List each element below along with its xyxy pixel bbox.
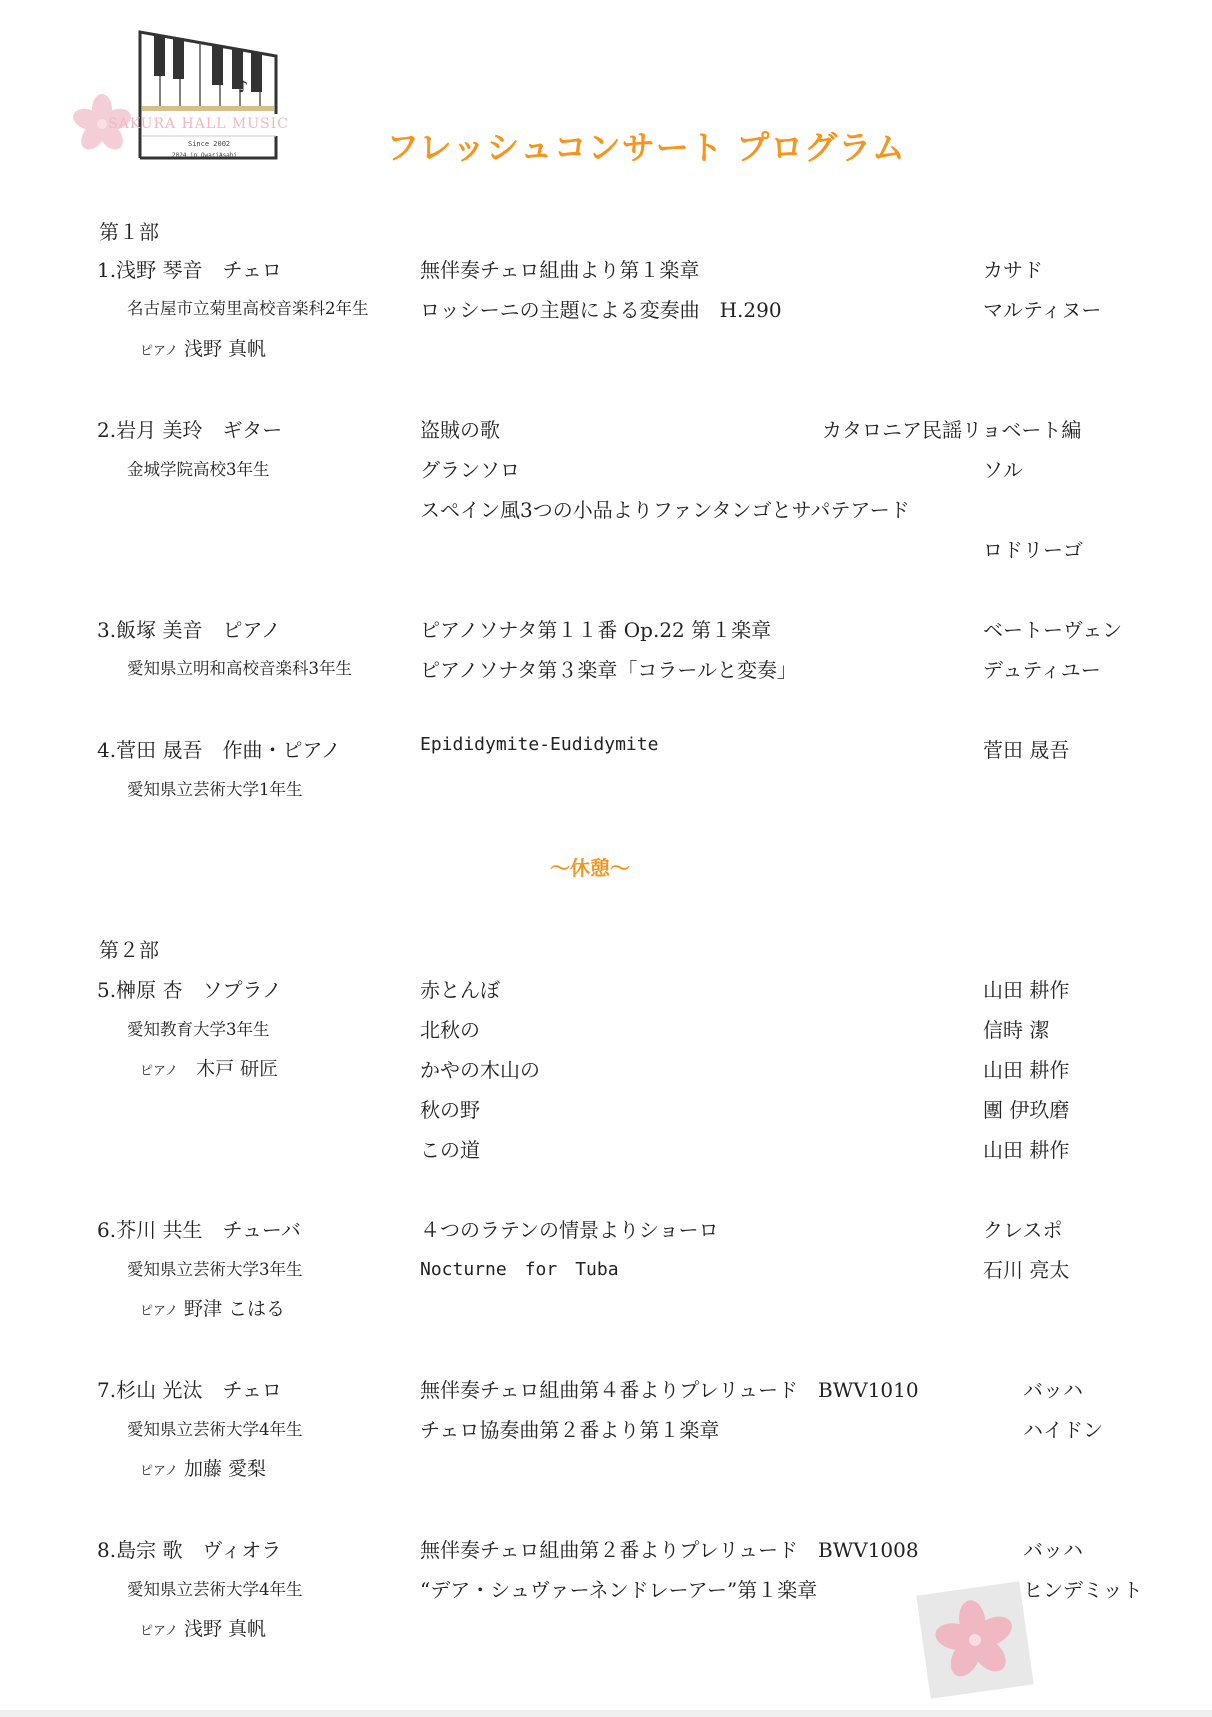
page-title: フレッシュコンサート プログラム [386, 128, 906, 167]
work-3-2: ピアノソナタ第３楽章「コラールと変奏」 [420, 658, 797, 682]
work-5-1: 赤とんぼ [420, 978, 500, 1002]
piano-label: ピアノ [140, 1624, 178, 1639]
svg-text:♪: ♪ [238, 77, 249, 96]
work-8-2: 無伴奏チェロ組曲第２番よりプレリュード BWV1008 [420, 1538, 919, 1562]
piano-name: 加藤 愛梨 [183, 1458, 267, 1480]
work-6-2: Nocturne for Tuba [420, 1259, 619, 1280]
composer-5-1: 山田 耕作 [983, 978, 1070, 1002]
school-6: 愛知県立芸術大学3年生 [127, 1260, 303, 1279]
school-5: 愛知教育大学3年生 [127, 1020, 270, 1039]
work-8-1: “デア・シュヴァーネンドレーアー”第１楽章 [420, 1578, 818, 1602]
piano-accompanist-5 [140, 1054, 278, 1081]
school-2: 金城学院高校3年生 [127, 460, 270, 479]
work-2-1: 盗賊の歌 [420, 418, 500, 442]
composer-7-2: ハイドン [1023, 1418, 1103, 1442]
performer-3: 3.飯塚 美音 ピアノ [97, 618, 281, 642]
logo-edition: 2024 in OwariAsahi [172, 152, 238, 159]
school-7: 愛知県立芸術大学4年生 [127, 1420, 303, 1439]
composer-5-3: 山田 耕作 [983, 1058, 1070, 1082]
work-7-1: 無伴奏チェロ組曲第４番よりプレリュード BWV1010 [420, 1378, 919, 1402]
piano-label: ピアノ [140, 1464, 178, 1479]
piano-accompanist-6 [140, 1294, 285, 1321]
composer-2-2: ソル [983, 458, 1023, 482]
work-4-1: Epididymite-Eudidymite [420, 734, 659, 755]
school-8: 愛知県立芸術大学4年生 [127, 1580, 303, 1599]
work-5-3: かやの木山の [420, 1058, 540, 1082]
piano-accompanist-1 [140, 334, 266, 361]
page-bottom-edge [0, 1710, 1212, 1717]
logo-since: Since 2002 [188, 140, 231, 148]
piano-label: ピアノ [140, 1064, 178, 1079]
composer-2-3: ロドリーゴ [983, 538, 1083, 562]
part2-label: 第２部 [99, 938, 159, 962]
piano-name: 浅野 真帆 [183, 1618, 267, 1640]
performer-8: 8.島宗 歌 ヴィオラ [97, 1538, 282, 1562]
composer-8-2: バッハ [1023, 1538, 1083, 1562]
composer-4-1: 菅田 晟吾 [983, 738, 1070, 762]
performer-6: 6.芥川 共生 チューバ [97, 1218, 301, 1242]
school-3: 愛知県立明和高校音楽科3年生 [127, 659, 352, 678]
composer-5-4: 團 伊玖磨 [983, 1098, 1070, 1122]
school-4: 愛知県立芸術大学1年生 [127, 780, 303, 799]
composer-3-1: ベートーヴェン [983, 618, 1123, 642]
work-5-2: 北秋の [420, 1018, 480, 1042]
composer-7-1: バッハ [1023, 1378, 1083, 1402]
piano-name: 浅野 真帆 [183, 338, 267, 360]
piano-name: 野津 こはる [183, 1298, 286, 1320]
part1-label: 第１部 [99, 220, 159, 244]
composer-1-1: カサド [983, 258, 1043, 282]
piano-label: ピアノ [140, 344, 178, 359]
intermission: ～休憩～ [550, 856, 630, 880]
composer-5-5: 山田 耕作 [983, 1138, 1070, 1162]
performer-5: 5.榊原 杏 ソプラノ [97, 978, 282, 1002]
piano-label: ピアノ [140, 1304, 178, 1319]
work-1-2: ロッシーニの主題による変奏曲 H.290 [420, 298, 782, 322]
sakura-stamp-icon [913, 1578, 1037, 1702]
composer-6-1: クレスポ [983, 1218, 1063, 1242]
performer-2: 2.岩月 美玲 ギター [97, 418, 283, 442]
performer-7: 7.杉山 光汰 チェロ [97, 1378, 282, 1402]
composer-5-2: 信時 潔 [983, 1018, 1050, 1042]
piano-accompanist-7 [140, 1454, 266, 1481]
performer-1: 1.浅野 琴音 チェロ [97, 258, 282, 282]
work-1-1: 無伴奏チェロ組曲より第１楽章 [420, 258, 700, 282]
composer-3-2: デュティユー [983, 658, 1101, 682]
composer-2-1: カタロニア民謡リョベート編 [822, 418, 1082, 442]
composer-8-1: ヒンデミット [1023, 1578, 1143, 1602]
work-2-2: グランソロ [420, 458, 520, 482]
composer-1-2: マルティヌー [983, 298, 1102, 322]
work-5-4: 秋の野 [420, 1098, 480, 1122]
work-3-1: ピアノソナタ第１１番 Op.22 第１楽章 [420, 618, 772, 642]
logo-brand: SAKURA HALL MUSIC [108, 116, 289, 132]
composer-6-2: 石川 亮太 [983, 1258, 1070, 1282]
piano-name: 木戸 研匠 [196, 1058, 279, 1080]
piano-accompanist-8 [140, 1614, 266, 1641]
work-7-2: チェロ協奏曲第２番より第１楽章 [420, 1418, 720, 1442]
school-1: 名古屋市立菊里高校音楽科2年生 [127, 299, 369, 318]
work-5-5: この道 [420, 1138, 480, 1162]
work-6-1: ４つのラテンの情景よりショーロ [420, 1218, 719, 1242]
work-2-3: スペイン風3つの小品よりファンタンゴとサパテアード [420, 498, 910, 522]
performer-4: 4.菅田 晟吾 作曲・ピアノ [97, 738, 341, 762]
